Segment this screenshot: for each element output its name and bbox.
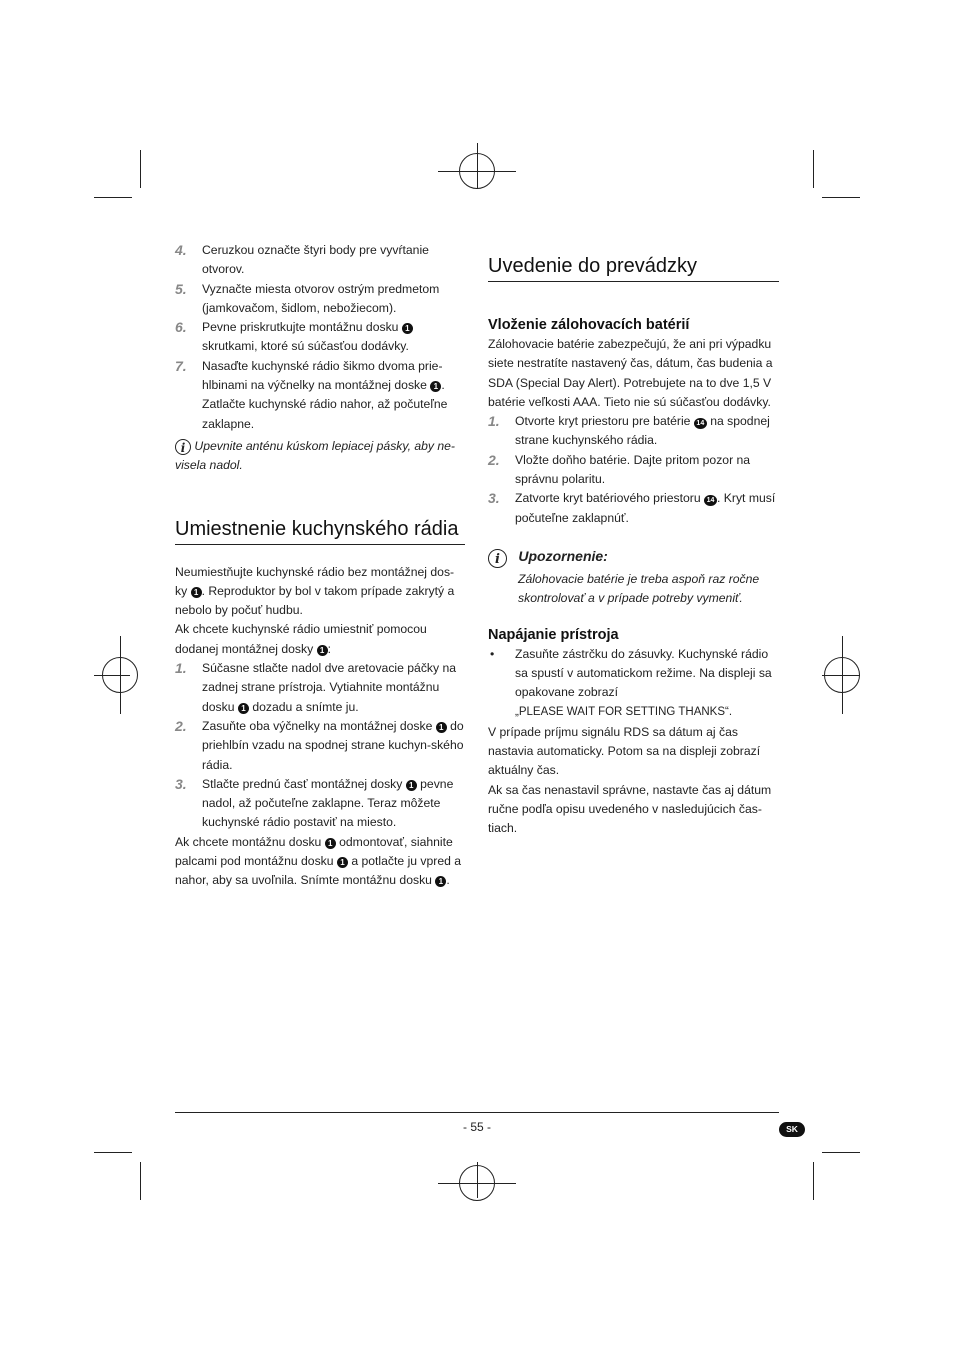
step-text: Stlačte prednú časť montážnej dosky xyxy=(202,776,403,791)
display-message: „PLEASE WAIT FOR SETTING THANKS“. xyxy=(515,706,733,719)
subsection-heading: Napájanie prístroja xyxy=(488,626,619,643)
warning-title: Upozornenie: xyxy=(518,547,608,564)
paragraph-text: Ak chcete montážnu dosku xyxy=(175,834,322,849)
warning-note xyxy=(488,546,779,609)
part-reference-badge: 1 xyxy=(317,645,328,656)
bullet-text: Zasuňte zástrčku do zásuvky. Kuchynské rádio sa spustí v automatickom režime. Na displeji sa opakovane zobrazí xyxy=(515,646,772,700)
section-heading: Umiestnenie kuchynského rádia xyxy=(175,516,465,545)
paragraph: Zálohovacie batérie zabezpečujú, že ani pri výpadku siete nestratíte nastavený čas, dátum, čas budenia a SDA (Special Day Alert). Potrebujete na to dve 1,5 V batérie veľkosti AAA. Tieto nie sú súčasťou dodávky. xyxy=(488,337,773,409)
list-item xyxy=(488,489,779,528)
bullet-symbol: • xyxy=(490,646,495,661)
paragraph xyxy=(175,620,465,659)
paragraph-text: odmontovať, siahnite palcami pod montážnu dosku xyxy=(175,834,453,869)
part-reference-badge: 1 xyxy=(337,857,348,868)
info-icon: i xyxy=(488,549,507,568)
part-reference-badge: 1 xyxy=(430,381,441,392)
crop-mark xyxy=(94,1152,132,1153)
list-item xyxy=(175,659,465,717)
paragraph xyxy=(175,563,465,621)
part-reference-badge: 1 xyxy=(238,703,249,714)
step-number: 3. xyxy=(488,490,500,507)
part-reference-badge: 1 xyxy=(325,838,336,849)
page-number: - 55 - xyxy=(462,1120,491,1134)
step-text: . Kryt musí počuteľne zaklapnúť. xyxy=(515,491,776,525)
step-text: Nasaďte kuchynské rádio šikmo dvoma prie-hlbinami na výčnelky na montážnej doske xyxy=(202,358,443,393)
tip-note xyxy=(175,437,465,476)
paragraph-text: . xyxy=(446,873,450,888)
part-reference-badge: 1 xyxy=(435,876,446,887)
part-reference-badge: 1 xyxy=(402,323,413,334)
registration-mark xyxy=(94,675,130,676)
step-number: 1. xyxy=(175,660,187,677)
step-number: 3. xyxy=(175,775,187,792)
paragraph-text: Ak chcete kuchynské rádio umiestniť pomocou dodanej montážnej dosky xyxy=(175,622,427,656)
step-text: Zasuňte oba výčnelky na montážnej doske xyxy=(202,718,433,733)
registration-mark xyxy=(120,636,121,714)
warning-text: Zálohovacie batérie je treba aspoň raz ročne skontrolovať a v prípade potreby vymeniť. xyxy=(518,571,760,606)
right-column xyxy=(488,253,779,839)
paragraph xyxy=(175,833,465,891)
list-item xyxy=(175,318,465,357)
step-text: dozadu a snímte ju. xyxy=(252,699,359,714)
footer-divider xyxy=(175,1112,779,1113)
crop-mark xyxy=(140,150,141,188)
crop-mark xyxy=(813,150,814,188)
crop-mark xyxy=(140,1162,141,1200)
list-item xyxy=(175,241,465,280)
crop-mark xyxy=(822,1152,860,1153)
part-reference-badge: 14 xyxy=(694,418,707,429)
step-text: Zatvorte kryt batériového priestoru xyxy=(515,491,701,506)
list-item xyxy=(175,775,465,833)
step-text: . Zatlačte kuchynské rádio nahor, až počuteľne zaklapne. xyxy=(202,378,448,431)
step-text: skrutkami, ktoré sú súčasťou dodávky. xyxy=(202,339,409,354)
paragraph-text: Neumiestňujte kuchynské rádio bez montážnej dos-ky xyxy=(175,564,455,598)
step-text: Pevne priskrutkujte montážnu dosku xyxy=(202,320,399,335)
step-number: 2. xyxy=(488,451,500,468)
tip-text: Upevnite anténu kúskom lepiacej pásky, aby ne-visela nadol. xyxy=(175,438,455,473)
part-reference-badge: 1 xyxy=(406,780,417,791)
list-item xyxy=(488,645,779,723)
part-reference-badge: 1 xyxy=(436,722,447,733)
step-text: Vyznačte miesta otvorov ostrým predmetom (jamkovačom, šidlom, nebožiecom). xyxy=(202,281,440,315)
registration-mark xyxy=(477,143,478,189)
step-text: Vložte doňho batérie. Dajte pritom pozor na správnu polaritu. xyxy=(515,452,751,487)
step-number: 2. xyxy=(175,717,187,734)
subsection-heading: Vloženie zálohovacích batérií xyxy=(488,317,690,333)
step-text: Ceruzkou označte štyri body pre vyvŕtanie otvorov. xyxy=(202,243,429,277)
section-heading: Uvedenie do prevádzky xyxy=(488,253,779,282)
paragraph: Ak sa čas nenastavil správne, nastavte čas aj dátum ručne podľa opisu uvedeného v nasledujúcich čas-tiach. xyxy=(488,782,772,836)
step-number: 1. xyxy=(488,413,500,430)
registration-mark xyxy=(477,1162,478,1198)
registration-mark xyxy=(822,675,860,676)
step-number: 4. xyxy=(175,242,187,258)
step-text: pevne nadol, až počuteľne zaklapne. Teraz môžete kuchynské rádio postaviť na miesto. xyxy=(202,776,454,830)
step-text: Otvorte kryt priestoru pre batérie xyxy=(515,414,691,429)
paragraph: V prípade príjmu signálu RDS sa dátum aj čas nastavia automaticky. Potom sa na displeji zobrazí aktuálny čas. xyxy=(488,724,761,778)
step-text: do priehlbín vzadu na spodnej strane kuchyn-ského rádia. xyxy=(202,718,464,772)
list-item xyxy=(488,412,779,451)
list-item xyxy=(175,717,465,775)
step-text: na spodnej strane kuchynského rádia. xyxy=(515,414,770,448)
registration-mark xyxy=(842,636,843,714)
left-column xyxy=(175,241,465,891)
paragraph-text: a potlačte ju vpred a nahor, aby sa uvoľnila. Snímte montážnu dosku xyxy=(175,854,462,888)
step-number: 7. xyxy=(175,357,187,374)
paragraph-text: . Reproduktor by bol v takom prípade zakrytý a nebolo by počuť hudbu. xyxy=(175,583,455,618)
step-number: 5. xyxy=(175,280,187,297)
info-icon: i xyxy=(175,439,191,455)
language-badge: SK xyxy=(779,1122,805,1137)
list-item xyxy=(175,280,465,319)
list-item xyxy=(488,451,779,490)
crop-mark xyxy=(813,1162,814,1200)
part-reference-badge: 1 xyxy=(191,587,202,598)
crop-mark xyxy=(822,197,860,198)
crop-mark xyxy=(94,197,132,198)
list-item xyxy=(175,357,465,434)
step-number: 6. xyxy=(175,319,187,336)
part-reference-badge: 14 xyxy=(704,495,717,506)
paragraph-text: : xyxy=(327,641,331,656)
step-text: Súčasne stlačte nadol dve aretovacie páčky na zadnej strane prístroja. Vytiahnite montážnu dosku xyxy=(202,661,457,714)
